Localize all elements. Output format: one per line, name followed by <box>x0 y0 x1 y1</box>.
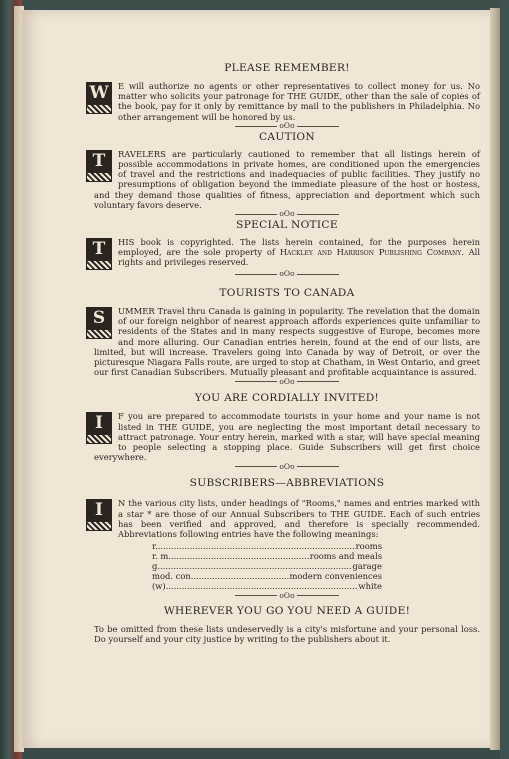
paragraph-caution: RAVELERS are particularly cautioned to remember that all listings herein of possible accommodations in private homes, are conditioned upon the emergencies of travel and the restrictions and inadequacies of public facilities. They justify no presumptions of obligation beyond the immediate pleasure of the host or hostess, and they demand those qualities of fitness, appreciation and deportment which such voluntary favors deserve. <box>94 148 480 210</box>
dropcap-pattern <box>87 434 111 443</box>
section-special-notice <box>94 237 480 268</box>
paragraph-wherever-you-go: To be omitted from these lists undeservedly is a city's misfortune and your personal loss. Do yourself and your city justice by writing to the publishers about it. <box>94 624 480 645</box>
dropcap-i: I <box>86 412 112 444</box>
dropcap-pattern <box>87 521 111 530</box>
publisher-name: Hackley and Harrison Publishing Company <box>279 247 462 258</box>
dropcap-pattern <box>87 329 111 338</box>
paragraph-subscribers-abbreviations: N the various city lists, under headings of "Rooms," names and entries marked with a star * are those of our Annual Subscribers to THE GUIDE. Each of such entries has been verified and approved, and therefore is specially recommended. Abbreviations following entries have the following meanings: <box>118 498 480 540</box>
separator: oOo <box>94 462 480 471</box>
abbreviation-row: g. ..... garage <box>152 561 382 571</box>
heading-wherever-you-go: WHEREVER YOU GO YOU NEED A GUIDE! <box>163 605 411 618</box>
separator: oOo <box>94 122 480 131</box>
book-cover-top <box>0 0 509 10</box>
heading-subscribers-abbreviations: SUBSCRIBERS—ABBREVIATIONS <box>189 477 385 490</box>
separator: oOo <box>94 210 480 219</box>
dropcap-i: I <box>86 499 112 531</box>
heading-caution: CAUTION <box>259 130 315 143</box>
abbreviation-row: (w) ..... white <box>152 581 382 591</box>
heading-special-notice: SPECIAL NOTICE <box>236 219 338 232</box>
dropcap-pattern <box>87 104 111 113</box>
dropcap-t: T <box>86 238 112 270</box>
paragraph-special-notice: HIS book is copyrighted. The lists herein contained, for the purposes herein employed, are the sole property of Hackley and Harrison Publishing Company. All rights and privileges reserved. <box>118 237 480 268</box>
separator: oOo <box>94 591 480 600</box>
book-cover-back <box>500 0 509 759</box>
section-cordially-invited <box>94 411 480 462</box>
paragraph-cordially-invited: F you are prepared to accommodate tourists in your home and your name is not listed in THE GUIDE, you are neglecting the most important detail necessary to attract patronage. Your entry herein, marked with a star, will have special meaning to people selecting a stopping place. Guide Subscribers will get first choice everywhere. <box>94 411 480 463</box>
section-please-remember <box>89 81 480 122</box>
heading-tourists-to-canada: TOURISTS TO CANADA <box>219 287 355 300</box>
paragraph-please-remember: E will authorize no agents or other representatives to collect money for us. No matter who solicits your patronage for THE GUIDE, other than the sale of copies of the book, pay for it only by remittance by mail to the publishers in Philadelphia. No other arrangement will be honored by us. <box>118 81 480 122</box>
section-subscribers-abbreviations <box>94 498 480 539</box>
dropcap-t: T <box>86 150 112 182</box>
dropcap-w: W <box>86 82 112 114</box>
heading-cordially-invited: YOU ARE CORDIALLY INVITED! <box>194 392 380 405</box>
abbreviation-row: r. ..... rooms <box>152 541 382 551</box>
page-content <box>89 50 480 750</box>
section-tourists-to-canada <box>94 306 480 377</box>
dropcap-s: S <box>86 307 112 339</box>
abbreviations-list <box>152 541 382 591</box>
paragraph-tourists-to-canada: UMMER Travel thru Canada is gaining in popularity. The revelation that the domain of our foreign neighbor of nearest approach affords experiences quite unfamiliar to residents of the States and in many respects suggestive of Europe, becomes more and more alluring. Our Canadian entries herein, found at the end of our lists, are limited, but will increase. Travelers going into Canada by way of Detroit, or over the picturesque Niagara Falls route, are urged to stop at Chatham, in West Ontario, and greet our first Canadian Subscribers. Mutually pleasant and profitable acquaintance is assured. <box>94 306 480 378</box>
separator: oOo <box>94 377 480 386</box>
section-caution <box>94 149 480 210</box>
dropcap-pattern <box>87 260 111 269</box>
heading-please-remember: PLEASE REMEMBER! <box>224 62 350 74</box>
dropcap-pattern <box>87 172 111 181</box>
abbreviation-row: r. m. ..... rooms and meals <box>152 551 382 561</box>
separator: oOo <box>94 270 480 279</box>
abbreviation-row: mod. con. ..... modern conveniences <box>152 571 382 581</box>
